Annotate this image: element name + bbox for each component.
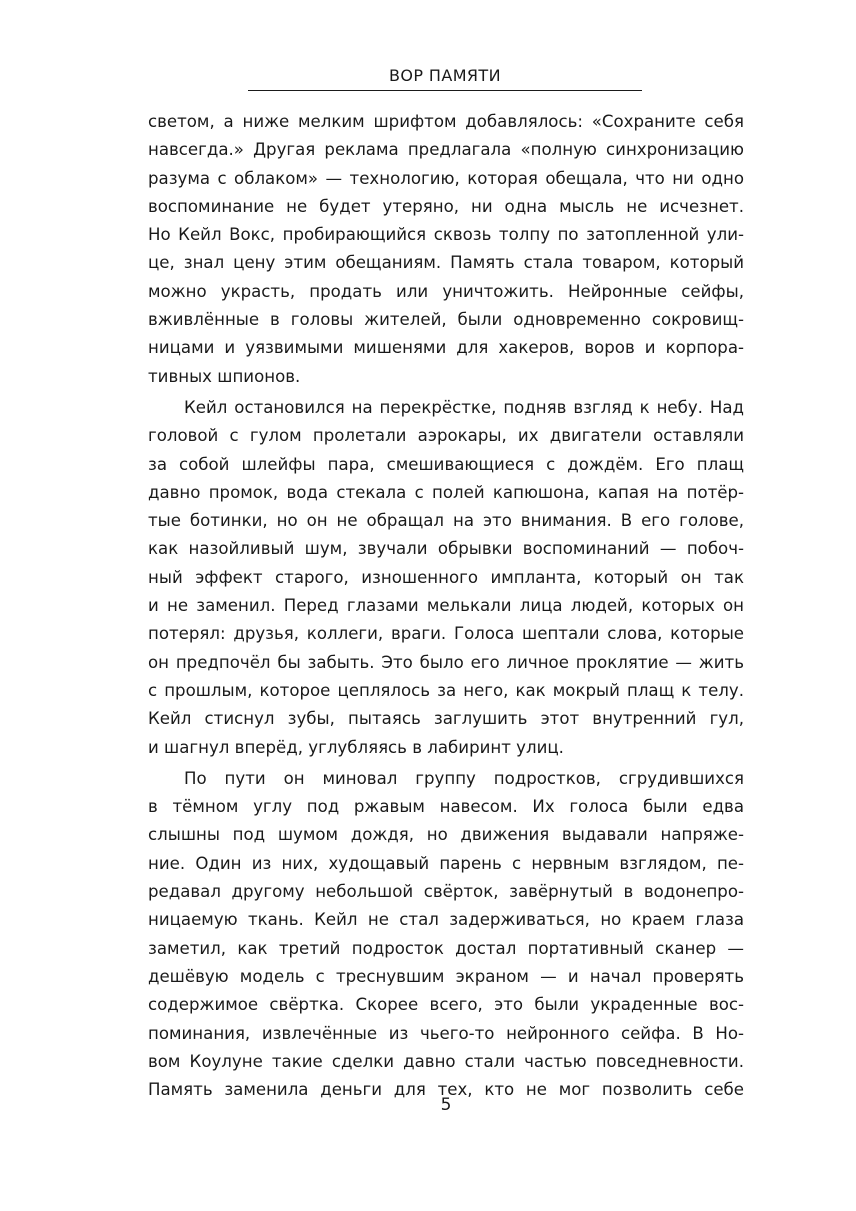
text-line: давно промок, вода стекала с полей капюшона, капая на потёр- xyxy=(148,482,744,502)
text-line: воспоминание не будет утеряно, ни одна мысль не исчезнет. xyxy=(148,196,744,216)
text-line: навсегда.» Другая реклама предлагала «полную синхронизацию xyxy=(148,140,744,160)
text-line: це, знал цену этим обещаниям. Память стала товаром, который xyxy=(148,253,744,273)
header-rule xyxy=(248,90,642,91)
text-line: можно украсть, продать или уничтожить. Нейронные сейфы, xyxy=(148,281,744,301)
text-line: тые ботинки, но он не обращал на это внимания. В его голове, xyxy=(148,511,744,531)
text-line: редавал другому небольшой свёрток, завёрнутый в водонепро- xyxy=(148,882,744,902)
text-line: Кейл остановился на перекрёстке, подняв взгляд к небу. Над xyxy=(184,397,744,417)
text-line: содержимое свёртка. Скорее всего, это были украденные вос- xyxy=(148,995,744,1015)
text-line: ние. Один из них, худощавый парень с нервным взглядом, пе- xyxy=(148,853,744,873)
text-line: и не заменил. Перед глазами мелькали лица людей, которых он xyxy=(148,596,744,616)
text-line: заметил, как третий подросток достал портативный сканер — xyxy=(148,938,744,958)
text-line: и шагнул вперёд, углубляясь в лабиринт улиц. xyxy=(148,737,564,757)
text-line: Кейл стиснул зубы, пытаясь заглушить этот внутренний гул, xyxy=(148,709,744,729)
text-line: поминания, извлечённые из чьего-то нейронного сейфа. В Но- xyxy=(148,1023,744,1043)
text-line: ный эффект старого, изношенного импланта, который он так xyxy=(148,567,744,587)
text-line: в тёмном углу под ржавым навесом. Их голоса были едва xyxy=(148,797,744,817)
text-line: головой с гулом пролетали аэрокары, их двигатели оставляли xyxy=(148,426,744,446)
text-line: за собой шлейфы пара, смешивающиеся с дождём. Его плащ xyxy=(148,454,744,474)
text-line: дешёвую модель с треснувшим экраном — и начал проверять xyxy=(148,966,744,986)
text-line: тивных шпионов. xyxy=(148,366,301,386)
page-number: 5 xyxy=(440,1095,452,1115)
text-line: светом, а ниже мелким шрифтом добавлялось: «Сохраните себя xyxy=(148,112,744,131)
paragraph xyxy=(148,765,744,1105)
text-line: Память заменила деньги для тех, кто не мог позволить себе xyxy=(148,1080,744,1100)
text-line: он предпочёл бы забыть. Это было его личное проклятие — жить xyxy=(148,652,744,672)
paragraph xyxy=(148,394,744,762)
text-line: потерял: друзья, коллеги, враги. Голоса шептали слова, которые xyxy=(148,624,744,644)
text-line: с прошлым, которое цеплялось за него, как мокрый плащ к телу. xyxy=(148,680,744,700)
text-line: слышны под шумом дождя, но движения выдавали напряже- xyxy=(148,825,744,845)
running-head: ВОР ПАМЯТИ xyxy=(389,66,501,85)
text-line: ницаемую ткань. Кейл не стал задерживаться, но краем глаза xyxy=(148,910,744,930)
body-text xyxy=(148,108,744,1104)
text-line: разума с облаком» — технологию, которая обещала, что ни одно xyxy=(148,168,744,188)
text-line: По пути он миновал группу подростков, сгрудившихся xyxy=(184,768,744,788)
text-line: как назойливый шум, звучали обрывки воспоминаний — побоч- xyxy=(148,539,744,559)
text-line: ницами и уязвимыми мишенями для хакеров, воров и корпора- xyxy=(148,338,744,358)
text-line: Но Кейл Вокс, пробирающийся сквозь толпу по затопленной ули- xyxy=(148,225,744,245)
text-line: вом Коулуне такие сделки давно стали частью повседневности. xyxy=(148,1051,744,1071)
text-line: вживлённые в головы жителей, были одновременно сокровищ- xyxy=(148,310,744,330)
paragraph xyxy=(148,108,744,391)
